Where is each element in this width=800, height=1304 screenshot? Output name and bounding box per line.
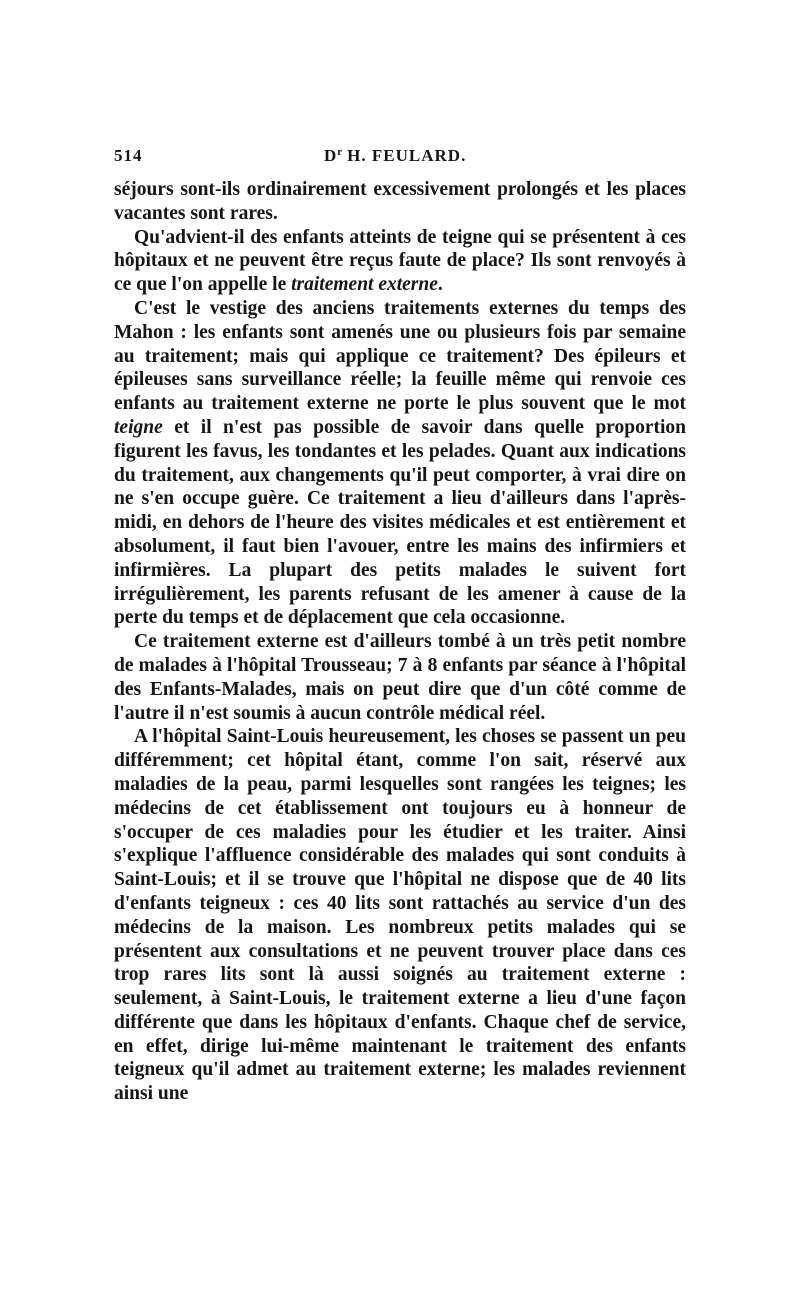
running-head <box>114 146 686 170</box>
body-text <box>114 178 686 1106</box>
paragraph-external-treatment-question <box>114 226 686 297</box>
author-prefix: D <box>324 146 338 165</box>
paragraph-text: . <box>437 274 443 296</box>
book-page <box>114 146 686 1106</box>
paragraph-text: C'est le vestige des anciens traitements externes du temps des Mahon : les enfants sont amenés une ou plusieurs fois par semaine au traitement; mais qui applique ce traitement? Des épileurs et épileuses sans surveillance réelle; la feuille même qui renvoie ces enfants au traitement externe ne porte le plus souvent que le mot <box>114 297 686 415</box>
page-number: 514 <box>114 146 143 165</box>
running-title <box>324 146 466 166</box>
paragraph-text: Qu'advient-il des enfants atteints de teigne qui se présentent à ces hôpitaux et ne peuvent être reçus faute de place? Ils sont renvoyés à ce que l'on appelle le <box>114 226 686 296</box>
paragraph-external-treatment-history <box>114 297 686 630</box>
paragraph-text: et il n'est pas possible de savoir dans quelle proportion figurent les favus, les tondantes et les pelades. Quant aux indications du traitement, aux changements qu'il peut comporter, à vrai dire on ne s'en occupe guère. Ce traitement a lieu d'ailleurs dans l'après-midi, en dehors de l'heure des visites médicales et est entièrement et absolument, il faut bien l'avouer, entre les mains des infirmiers et infirmières. La plupart des petits malades le suivent fort irrégulièrement, les parents refusant de les amener à cause de la perte du temps et de déplacement que cela occasionne. <box>114 416 686 629</box>
author-prefix-superscript: r <box>337 146 344 158</box>
emphasis-teigne: teigne <box>114 416 163 438</box>
paragraph-continuation: séjours sont-ils ordinairement excessivement prolongés et les places vacantes sont rares. <box>114 179 686 224</box>
paragraph-trousseau: Ce traitement externe est d'ailleurs tombé à un très petit nombre de malades à l'hôpital Trousseau; 7 à 8 enfants par séance à l'hôpital des Enfants-Malades, mais on peut dire que d'un côté comme de l'autre il n'est soumis à aucun contrôle médical réel. <box>114 631 686 724</box>
paragraph-saint-louis: A l'hôpital Saint-Louis heureusement, les choses se passent un peu différemment; cet hôpital étant, comme l'on sait, réservé aux maladies de la peau, parmi lesquelles sont rangées les teignes; les médecins de cet établissement ont toujours eu à honneur de s'occuper de ces maladies pour les étudier et les traiter. Ainsi s'explique l'affluence considérable des malades qui sont conduits à Saint-Louis; et il se trouve que l'hôpital ne dispose que de 40 lits d'enfants teigneux : ces 40 lits sont rattachés au service d'un des médecins de la maison. Les nombreux petits malades qui se présentent aux consultations et ne peuvent trouver place dans ces trop rares lits sont là aussi soignés au traitement externe : seulement, à Saint-Louis, le traitement externe a lieu d'une façon différente que dans les hôpitaux d'enfants. Chaque chef de service, en effet, dirige lui-même maintenant le traitement des enfants teigneux qu'il admet au traitement externe; les malades reviennent ainsi une <box>114 726 686 1105</box>
emphasis-traitement-externe: traitement externe <box>291 274 438 296</box>
author-name: H. FEULARD. <box>347 146 467 165</box>
